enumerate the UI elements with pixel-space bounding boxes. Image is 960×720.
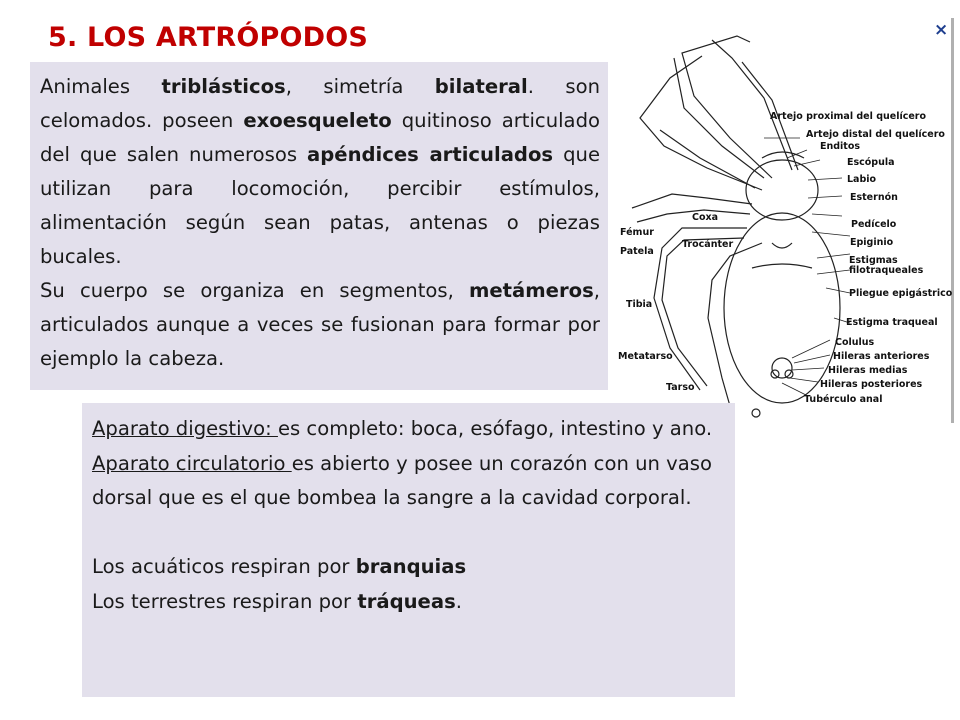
label-coxa: Coxa: [692, 212, 719, 223]
text-run: . son celomados. poseen: [40, 75, 600, 132]
bold-term: metámeros: [468, 279, 594, 302]
label-hileras-medias: Hileras medias: [828, 365, 908, 376]
text-run: Su cuerpo se organiza en segmentos,: [40, 279, 469, 302]
label-labio: Labio: [847, 174, 877, 185]
label-pedicelo: Pedícelo: [851, 219, 897, 230]
label-hileras-anteriores: Hileras anteriores: [833, 351, 930, 362]
digestive-label: Aparato digestivo:: [92, 417, 278, 440]
label-patela: Patela: [620, 246, 654, 257]
digestive-paragraph: [92, 412, 725, 447]
bold-term: bilateral: [434, 75, 528, 98]
label-tarso: Tarso: [666, 382, 695, 393]
label-estigmas-filotraqueales: Estigmas filotraqueales: [849, 255, 924, 276]
bold-term: exoesqueleto: [243, 109, 392, 132]
terrestrial-period: .: [455, 589, 462, 613]
label-artejo-distal: Artejo distal del quelícero: [806, 129, 945, 140]
aquatic-paragraph: [92, 550, 725, 585]
spacer: [92, 516, 725, 551]
bold-term: apéndices articulados: [307, 143, 554, 166]
text-run: que utilizan para locomoción, percibir estímulos, alimentación según sean patas, antenas o piezas bucales.: [40, 143, 601, 268]
spider-body: [724, 152, 840, 417]
terrestrial-text: Los terrestres respiran por: [92, 589, 358, 613]
terrestrial-organ: tráqueas: [357, 589, 456, 613]
slide-title: 5. LOS ARTRÓPODOS: [48, 22, 369, 53]
label-artejo-proximal: Artejo proximal del quelícero: [770, 111, 926, 122]
text-run: quitinoso articulado del que salen numerosos: [40, 109, 600, 166]
intro-paragraph-1: [40, 70, 600, 274]
label-tuberculo-anal: Tubérculo anal: [804, 394, 883, 405]
bold-term: triblásticos: [161, 75, 286, 98]
label-trocanter: Trocánter: [682, 239, 734, 250]
label-femur: Fémur: [620, 227, 654, 238]
text-run: , simetría: [285, 75, 435, 98]
systems-text-box: [82, 403, 735, 697]
label-enditos: Enditos: [820, 141, 861, 152]
intro-text-box: [30, 62, 608, 390]
label-estigma-traqueal: Estigma traqueal: [846, 317, 938, 328]
label-hileras-posteriores: Hileras posteriores: [820, 379, 923, 390]
label-pliegue-epigastrico: Pliegue epigástrico: [849, 288, 953, 299]
text-run: Animales: [40, 75, 162, 98]
label-tibia: Tibia: [626, 299, 653, 310]
circulatory-text: es abierto y posee un corazón con un vaso dorsal que es el que bombea la sangre a la cavidad corporal.: [92, 451, 712, 509]
label-escopula: Escópula: [847, 157, 895, 168]
spider-illustration: [612, 18, 954, 423]
label-colulus: Colulus: [835, 337, 875, 348]
terrestrial-paragraph: [92, 585, 725, 620]
circulatory-paragraph: [92, 447, 725, 516]
close-icon[interactable]: ×: [934, 20, 949, 40]
circulatory-label: Aparato circulatorio: [92, 451, 292, 475]
text-run: , articulados aunque a veces se fusionan para formar por ejemplo la cabeza.: [40, 279, 600, 370]
intro-paragraph-2: [40, 274, 600, 376]
label-epiginio: Epiginio: [850, 237, 894, 248]
digestive-text: es completo: boca, esófago, intestino y ano.: [277, 417, 713, 440]
label-esternon: Esternón: [850, 192, 898, 203]
label-metatarso: Metatarso: [618, 351, 673, 362]
aquatic-organ: branquias: [355, 555, 467, 578]
aquatic-text: Los acuáticos respiran por: [92, 555, 356, 578]
